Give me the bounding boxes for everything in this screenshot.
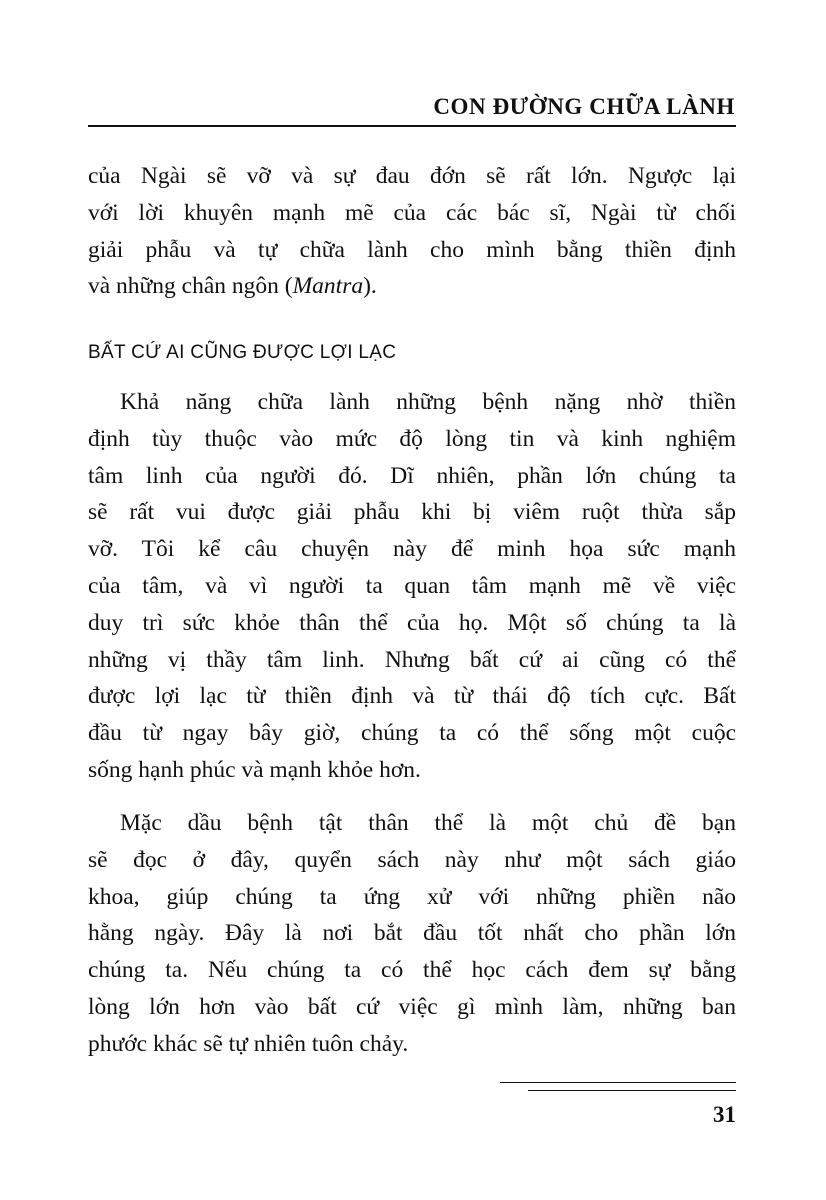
text-segment: ). <box>363 273 377 300</box>
text-line: vỡ. Tôi kể câu chuyện này để minh họa sức mạnh <box>88 536 736 563</box>
text-line: duy trì sức khỏe thân thể của họ. Một số chúng ta là <box>88 609 736 636</box>
text-line: tâm linh của người đó. Dĩ nhiên, phần lớn chúng ta <box>88 462 736 489</box>
paragraph <box>88 805 736 1063</box>
footer-rule <box>500 1082 736 1083</box>
footer-rule <box>528 1090 736 1091</box>
section-heading: BẤT CỨ AI CŨNG ĐƯỢC LỢI LẠC <box>88 342 397 363</box>
text-line: Mặc dầu bệnh tật thân thể là một chủ đề bạn <box>120 810 736 836</box>
text-line: chúng ta. Nếu chúng ta có thể học cách đem sự bằng <box>88 957 736 984</box>
text-line: khoa, giúp chúng ta ứng xử với những phiền não <box>88 883 736 910</box>
mantra-italic: Mantra <box>292 273 364 300</box>
text-line <box>88 268 736 305</box>
text-line: của Ngài sẽ vỡ và sự đau đớn sẽ rất lớn. Ngược lại <box>88 163 736 189</box>
text-line: phước khác sẽ tự nhiên tuôn chảy. <box>88 1030 409 1057</box>
text-line: sẽ rất vui được giải phẫu khi bị viêm ruột thừa sắp <box>88 499 736 526</box>
text-line: Khả năng chữa lành những bệnh nặng nhờ thiền <box>120 389 736 415</box>
text-line: sống hạnh phúc và mạnh khỏe hơn. <box>88 756 421 783</box>
paragraph <box>88 384 736 789</box>
header-rule <box>88 125 736 127</box>
paragraph-continued <box>88 158 736 305</box>
text-line: được lợi lạc từ thiền định và từ thái độ tích cực. Bất <box>88 683 736 710</box>
text-line: hằng ngày. Đây là nơi bắt đầu tốt nhất cho phần lớn <box>88 920 736 947</box>
page-number: 31 <box>713 1102 736 1127</box>
text-line: giải phẫu và tự chữa lành cho mình bằng thiền định <box>88 236 736 263</box>
text-line: của tâm, và vì người ta quan tâm mạnh mẽ về việc <box>88 572 736 599</box>
text-line: với lời khuyên mạnh mẽ của các bác sĩ, Ngài từ chối <box>88 199 736 226</box>
text-line: đầu từ ngay bây giờ, chúng ta có thể sống một cuộc <box>88 720 736 747</box>
running-header: CON ĐƯỜNG CHỮA LÀNH <box>433 94 735 119</box>
text-line: lòng lớn hơn vào bất cứ việc gì mình làm, những ban <box>88 993 736 1020</box>
text-line: những vị thầy tâm linh. Nhưng bất cứ ai cũng có thể <box>88 646 736 673</box>
text-line: sẽ đọc ở đây, quyển sách này như một sách giáo <box>88 846 736 873</box>
text-segment: và những chân ngôn ( <box>88 273 293 300</box>
text-line: định tùy thuộc vào mức độ lòng tin và kinh nghiệm <box>88 425 736 452</box>
